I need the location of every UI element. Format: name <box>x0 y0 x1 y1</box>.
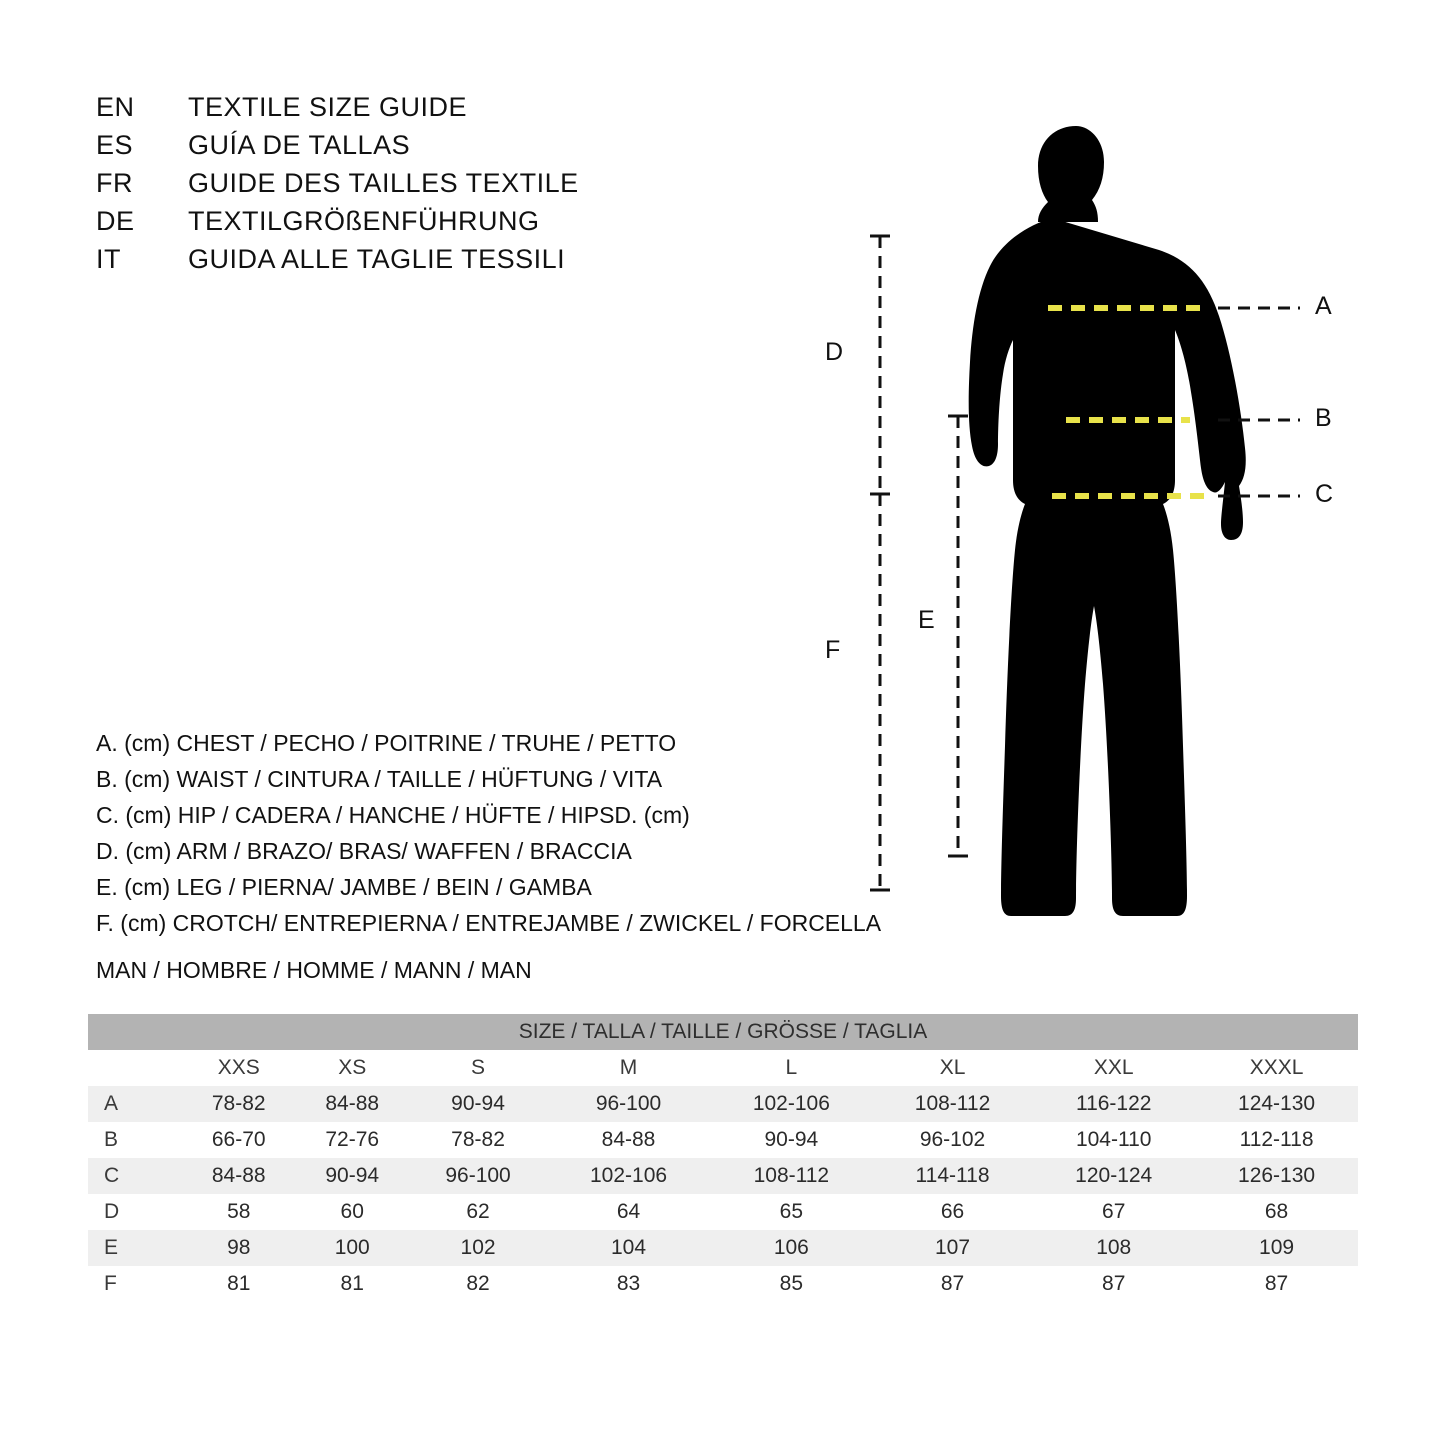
cell-a-s: 90-94 <box>409 1086 547 1122</box>
cell-b-xxs: 66-70 <box>182 1122 295 1158</box>
cell-c-xxl: 120-124 <box>1032 1158 1195 1194</box>
title-row-es <box>96 126 716 164</box>
title-text-de: TEXTILGRÖßENFÜHRUNG <box>188 206 540 236</box>
cell-f-xxs: 81 <box>182 1266 295 1302</box>
cell-d-xxs: 58 <box>182 1194 295 1230</box>
cell-d-xl: 66 <box>873 1194 1033 1230</box>
legend-item-d: D. (cm) ARM / BRAZO/ BRAS/ WAFFEN / BRACCIA <box>96 838 632 864</box>
title-lang-de: DE <box>96 206 135 236</box>
cell-b-xl: 96-102 <box>873 1122 1033 1158</box>
figure-label-b: B <box>1315 404 1332 432</box>
cell-b-xxl: 104-110 <box>1032 1122 1195 1158</box>
cell-b-m: 84-88 <box>547 1122 710 1158</box>
size-header-l: L <box>710 1050 873 1086</box>
title-row-de <box>96 202 716 240</box>
title-lang-en: EN <box>96 92 135 122</box>
size-table-body <box>88 1014 1358 1302</box>
size-table-band-title: SIZE / TALLA / TAILLE / GRÖSSE / TAGLIA <box>88 1014 1358 1050</box>
body-diagram <box>825 60 1390 960</box>
title-text-en: TEXTILE SIZE GUIDE <box>188 92 468 122</box>
table-row <box>88 1194 1358 1230</box>
cell-c-m: 102-106 <box>547 1158 710 1194</box>
figure-label-e: E <box>918 606 935 634</box>
figure-label-d: D <box>825 338 844 366</box>
cell-f-s: 82 <box>409 1266 547 1302</box>
row-key-a: A <box>88 1086 182 1122</box>
cell-a-m: 96-100 <box>547 1086 710 1122</box>
cell-a-xxl: 116-122 <box>1032 1086 1195 1122</box>
cell-e-xxl: 108 <box>1032 1230 1195 1266</box>
cell-c-s: 96-100 <box>409 1158 547 1194</box>
cell-d-s: 62 <box>409 1194 547 1230</box>
title-row-it <box>96 240 716 278</box>
legend-item-e: E. (cm) LEG / PIERNA/ JAMBE / BEIN / GAMBA <box>96 874 592 900</box>
cell-d-xs: 60 <box>295 1194 408 1230</box>
cell-c-xxs: 84-88 <box>182 1158 295 1194</box>
legend-item-c: C. (cm) HIP / CADERA / HANCHE / HÜFTE / HIPSD. (cm) <box>96 802 690 828</box>
row-key-f: F <box>88 1266 182 1302</box>
title-block <box>96 88 716 278</box>
size-header-xs: XS <box>295 1050 408 1086</box>
cell-f-xxxl: 87 <box>1195 1266 1358 1302</box>
cell-a-xl: 108-112 <box>873 1086 1033 1122</box>
legend-item-b: B. (cm) WAIST / CINTURA / TAILLE / HÜFTUNG / VITA <box>96 766 663 792</box>
cell-c-l: 108-112 <box>710 1158 873 1194</box>
table-row <box>88 1266 1358 1302</box>
row-key-e: E <box>88 1230 182 1266</box>
cell-d-m: 64 <box>547 1194 710 1230</box>
title-row-en <box>96 88 716 126</box>
size-header-m: M <box>547 1050 710 1086</box>
size-table-band-row <box>88 1014 1358 1050</box>
cell-a-xs: 84-88 <box>295 1086 408 1122</box>
title-row-fr <box>96 164 716 202</box>
row-key-d: D <box>88 1194 182 1230</box>
title-lang-fr: FR <box>96 168 133 198</box>
cell-f-xxl: 87 <box>1032 1266 1195 1302</box>
legend-item-f: F. (cm) CROTCH/ ENTREPIERNA / ENTREJAMBE / ZWICKEL / FORCELLA <box>96 910 882 936</box>
table-row <box>88 1086 1358 1122</box>
cell-b-xs: 72-76 <box>295 1122 408 1158</box>
size-header-xxl: XXL <box>1032 1050 1195 1086</box>
size-table-header-row <box>88 1050 1358 1086</box>
table-row <box>88 1122 1358 1158</box>
cell-b-xxxl: 112-118 <box>1195 1122 1358 1158</box>
cell-e-xs: 100 <box>295 1230 408 1266</box>
cell-e-xxxl: 109 <box>1195 1230 1358 1266</box>
figure-label-a: A <box>1315 292 1332 320</box>
cell-a-l: 102-106 <box>710 1086 873 1122</box>
size-header-xxs: XXS <box>182 1050 295 1086</box>
title-lang-es: ES <box>96 130 134 160</box>
cell-c-xl: 114-118 <box>873 1158 1033 1194</box>
size-header-xl: XL <box>873 1050 1033 1086</box>
title-text-it: GUIDA ALLE TAGLIE TESSILI <box>188 244 566 274</box>
cell-c-xxxl: 126-130 <box>1195 1158 1358 1194</box>
cell-e-l: 106 <box>710 1230 873 1266</box>
measurement-legend <box>96 725 896 941</box>
cell-c-xs: 90-94 <box>295 1158 408 1194</box>
cell-a-xxxl: 124-130 <box>1195 1086 1358 1122</box>
size-header-s: S <box>409 1050 547 1086</box>
cell-d-l: 65 <box>710 1194 873 1230</box>
title-text-es: GUÍA DE TALLAS <box>188 130 411 160</box>
row-key-b: B <box>88 1122 182 1158</box>
figure-label-f: F <box>825 636 841 664</box>
man-silhouette-icon <box>969 126 1246 916</box>
figure-label-c: C <box>1315 480 1334 508</box>
cell-b-l: 90-94 <box>710 1122 873 1158</box>
cell-f-xl: 87 <box>873 1266 1033 1302</box>
row-key-c: C <box>88 1158 182 1194</box>
cell-e-s: 102 <box>409 1230 547 1266</box>
cell-b-s: 78-82 <box>409 1122 547 1158</box>
size-header-corner <box>88 1050 182 1086</box>
cell-f-l: 85 <box>710 1266 873 1302</box>
silhouette-svg <box>830 60 1390 960</box>
title-text-fr: GUIDE DES TAILLES TEXTILE <box>188 168 579 198</box>
cell-f-m: 83 <box>547 1266 710 1302</box>
size-table-wrapper <box>88 1014 1358 1302</box>
title-lang-it: IT <box>96 244 121 274</box>
legend-item-a: A. (cm) CHEST / PECHO / POITRINE / TRUHE / PETTO <box>96 730 677 756</box>
size-table <box>88 1014 1358 1302</box>
table-row <box>88 1158 1358 1194</box>
cell-e-m: 104 <box>547 1230 710 1266</box>
cell-e-xxs: 98 <box>182 1230 295 1266</box>
cell-d-xxl: 67 <box>1032 1194 1195 1230</box>
cell-a-xxs: 78-82 <box>182 1086 295 1122</box>
cell-e-xl: 107 <box>873 1230 1033 1266</box>
cell-f-xs: 81 <box>295 1266 408 1302</box>
cell-d-xxxl: 68 <box>1195 1194 1358 1230</box>
table-row <box>88 1230 1358 1266</box>
gender-note: MAN / HOMBRE / HOMME / MANN / MAN <box>96 957 532 983</box>
size-header-xxxl: XXXL <box>1195 1050 1358 1086</box>
